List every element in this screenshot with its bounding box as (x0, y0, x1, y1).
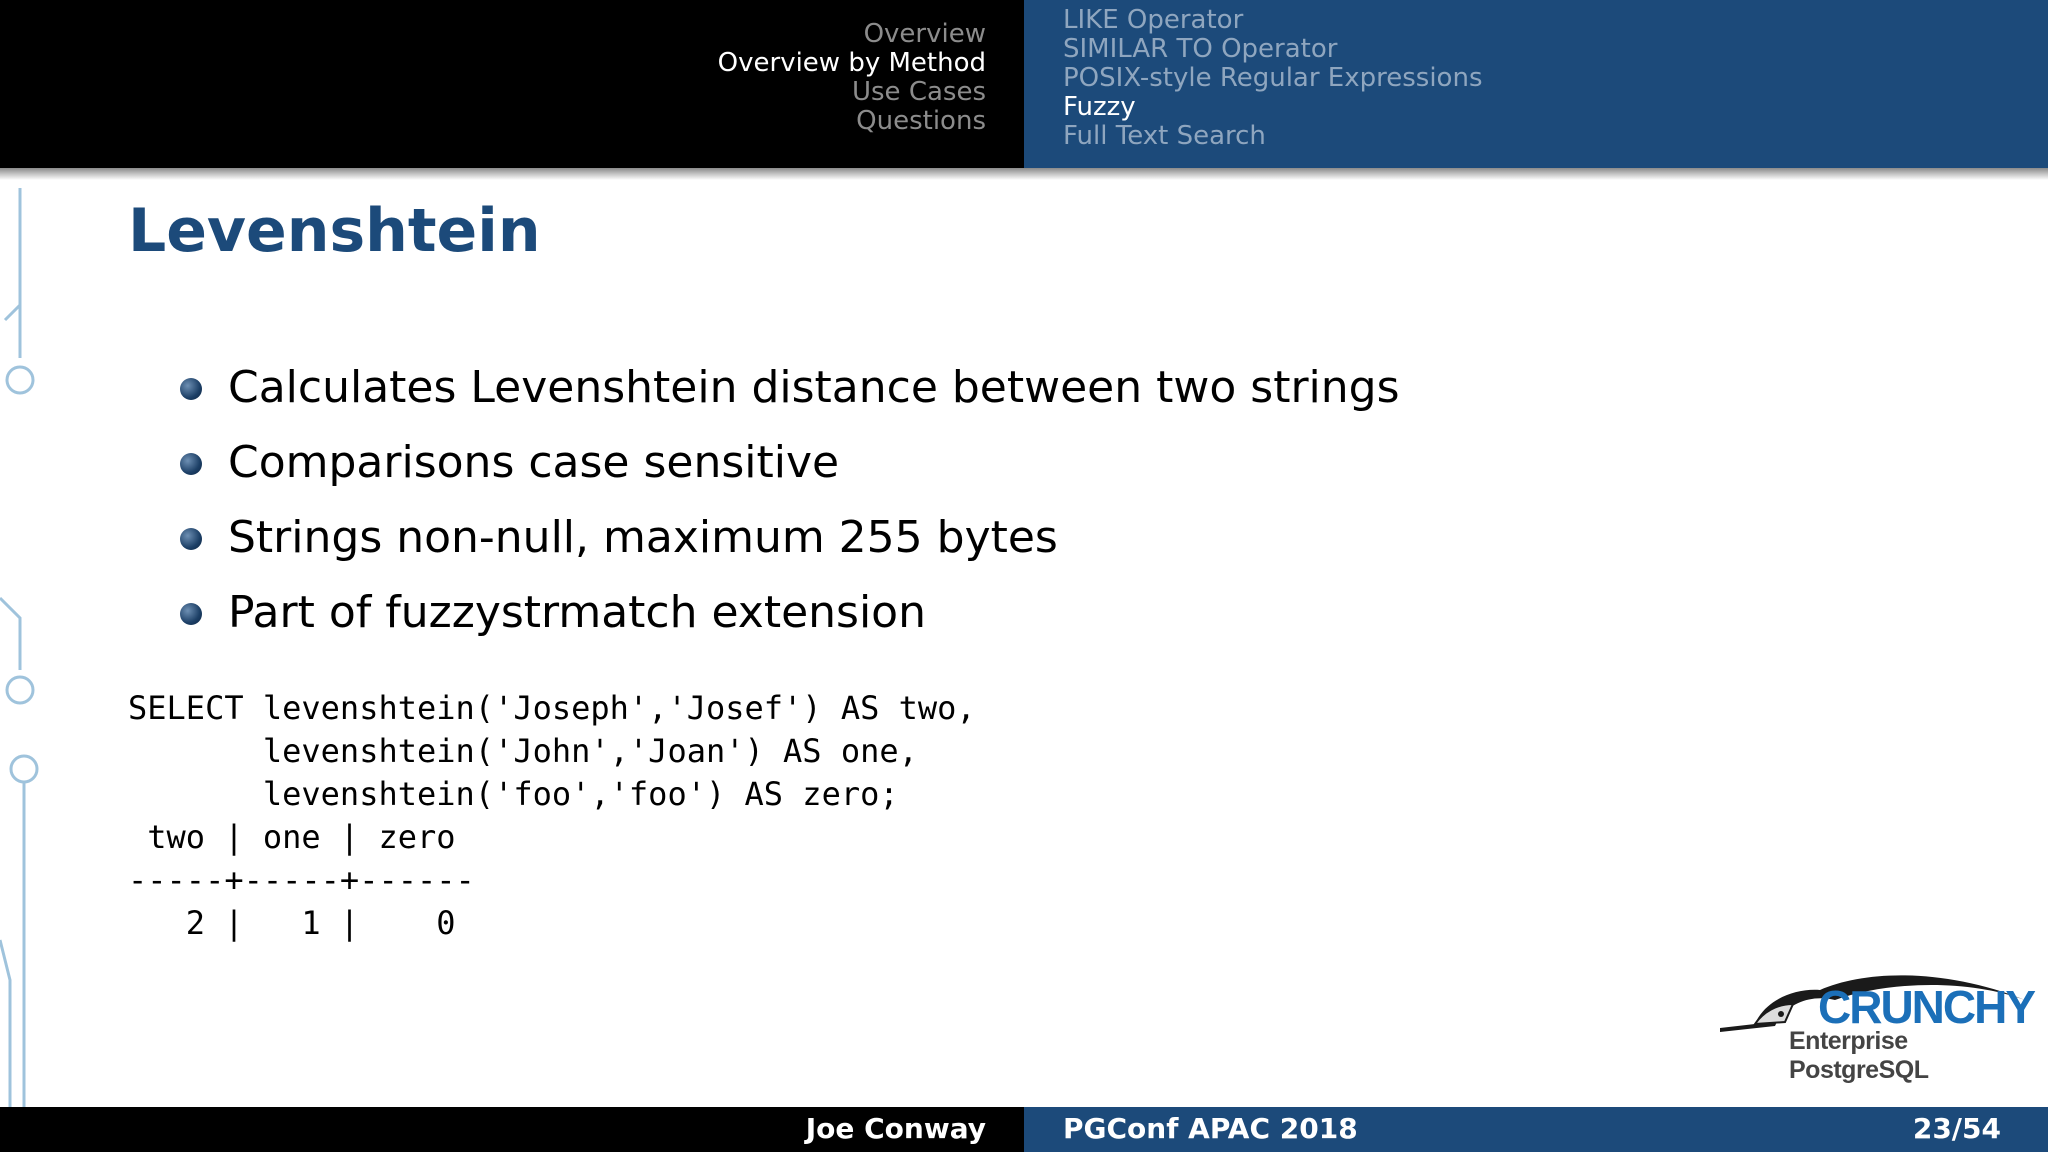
footer-author: Joe Conway (805, 1112, 986, 1145)
nav-section-use-cases[interactable]: Use Cases (851, 77, 986, 107)
slide-title: Levenshtein (128, 196, 541, 266)
nav-subsection-fuzzy[interactable]: Fuzzy (1063, 92, 1136, 122)
logo-tagline: Enterprise PostgreSQL (1789, 1027, 1929, 1084)
bullet-icon (180, 603, 202, 625)
nav-section-overview-by-method[interactable]: Overview by Method (717, 48, 986, 78)
bullet-item (176, 575, 1400, 650)
section-nav (718, 20, 986, 136)
logo-wordmark: CRUNCHY (1818, 981, 2034, 1033)
bullet-icon (180, 528, 202, 550)
nav-subsection-posix[interactable]: POSIX-style Regular Expressions (1063, 63, 1483, 93)
footer-conference: PGConf APAC 2018 (1063, 1112, 1358, 1145)
bullet-item (176, 425, 1400, 500)
bullet-text: Calculates Levenshtein distance between two strings (228, 362, 1400, 413)
subsection-nav (1063, 6, 1483, 151)
bullet-text: Strings non-null, maximum 255 bytes (228, 512, 1058, 563)
bullet-icon (180, 453, 202, 475)
nav-subsection-similar-to[interactable]: SIMILAR TO Operator (1063, 34, 1338, 64)
nav-subsection-full-text-search[interactable]: Full Text Search (1063, 121, 1266, 151)
bullet-icon (180, 378, 202, 400)
nav-section-questions[interactable]: Questions (856, 106, 986, 136)
bullet-text: Comparisons case sensitive (228, 437, 840, 488)
bullet-item (176, 350, 1400, 425)
bullet-item (176, 500, 1400, 575)
header-shadow (0, 168, 2048, 180)
bullet-text: Part of fuzzystrmatch extension (228, 587, 926, 638)
sql-code-block: SELECT levenshtein('Joseph','Josef') AS two, levenshtein('John','Joan') AS one, levenshtein('foo','foo') AS zero; two | one | zero -----+-----+------ 2 | 1 | 0 (128, 689, 976, 942)
nav-subsection-like[interactable]: LIKE Operator (1063, 5, 1244, 35)
bullet-list (176, 350, 1400, 650)
page-number: 23/54 (1912, 1112, 2001, 1145)
circuit-decoration (0, 180, 40, 1107)
nav-section-overview[interactable]: Overview (863, 19, 986, 49)
